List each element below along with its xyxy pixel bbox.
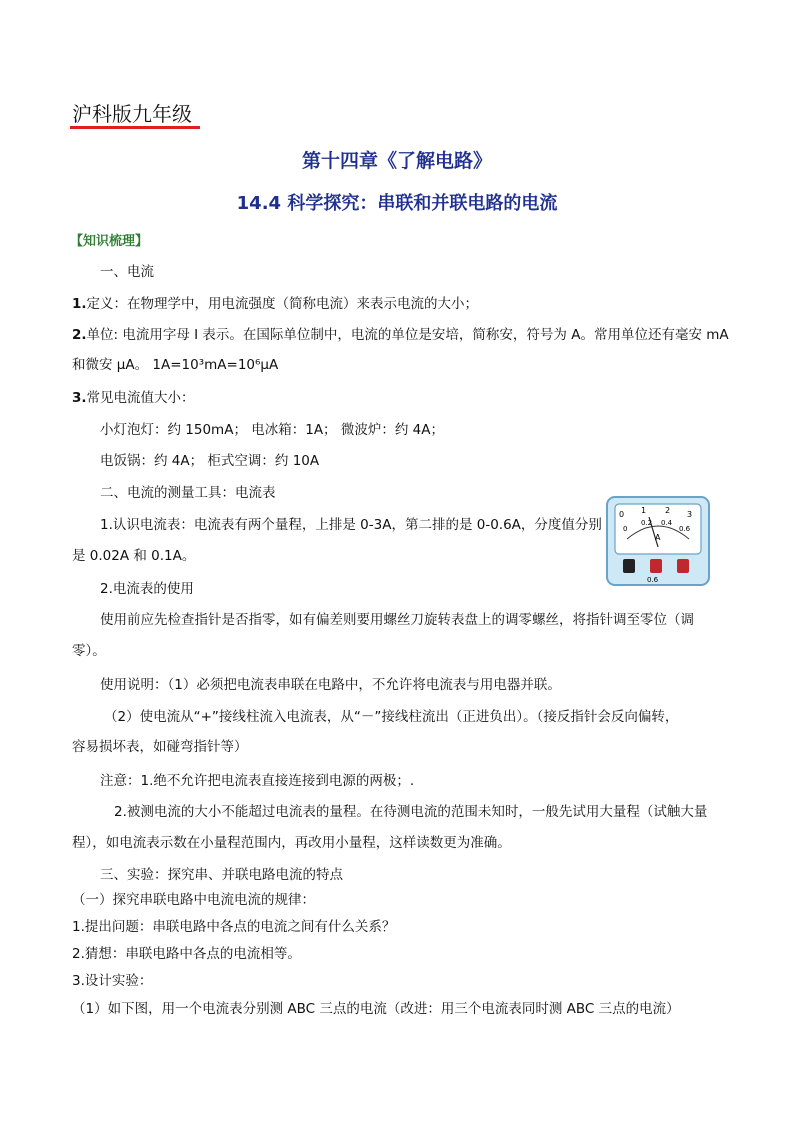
ammeter-range-line: 1.认识电流表：电流表有两个量程，上排是 0-3A，第二排的是 0-0.6A，分度值分别 xyxy=(100,517,602,533)
tick-bottom-3: 0.6 xyxy=(679,525,691,533)
caution-2-cont: 程），如电流表示数在小量程范围内，再改用小量程，这样读数更为准确。 xyxy=(72,835,511,851)
series-subheading: （一）探究串联电路中电流电流的规律： xyxy=(72,892,315,908)
tick-top-2: 2 xyxy=(665,506,671,515)
unit-conversion-line: 和微安 μA。 1A=10³mA=10⁶μA xyxy=(72,357,279,373)
tick-top-3: 3 xyxy=(687,510,693,519)
num-1: 1. xyxy=(72,296,87,312)
grade-label: 沪科版九年级 xyxy=(72,102,192,126)
definition-text: 定义：在物理学中，用电流强度（简称电流）来表示电流的大小； xyxy=(86,296,479,312)
zero-check-line-2: 零）。 xyxy=(72,643,106,659)
heading-current: 一、电流 xyxy=(100,264,154,280)
chapter-title: 第十四章《了解电路》 xyxy=(301,150,492,172)
common-values-text: 常见电流值大小： xyxy=(86,390,195,406)
num-3: 3. xyxy=(72,390,87,406)
num-2: 2. xyxy=(72,327,87,343)
usage-note-1: 使用说明：（1）必须把电流表串联在电路中，不允许将电流表与用电器并联。 xyxy=(100,677,561,693)
common-values-line xyxy=(72,388,195,408)
unit-text: 单位: 电流用字母 I 表示。在国际单位制中，电流的单位是安培，简称安，符号为 A。常用单位还有毫安 mA xyxy=(86,327,729,343)
terminal-mid xyxy=(650,559,662,573)
zero-check-line: 使用前应先检查指针是否指零，如有偏差则要用螺丝刀旋转表盘上的调零螺丝，将指针调至零位（调 xyxy=(100,612,694,628)
unit-line xyxy=(72,325,729,345)
definition-line xyxy=(72,294,478,314)
design-line: 3.设计实验： xyxy=(72,973,153,989)
values-row-1: 小灯泡灯：约 150mA； 电冰箱：1A； 微波炉：约 4A； xyxy=(100,422,444,438)
caution-2: 2.被测电流的大小不能超过电流表的量程。在待测电流的范围未知时，一般先试用大量程（试触大量 xyxy=(114,804,708,820)
terminal-positive xyxy=(677,559,689,573)
usage-note-2: （2）使电流从“+”接线柱流入电流表，从“－”接线柱流出（正进负出）。（接反指针会反向偏转， xyxy=(104,709,679,725)
hypothesis-line: 2.猜想：串联电路中各点的电流相等。 xyxy=(72,946,301,962)
section-title: 14.4 科学探究：串联和并联电路的电流 xyxy=(236,193,558,214)
tick-bottom-0: 0 xyxy=(623,525,628,533)
usage-note-2-cont: 容易损坏表，如碰弯指针等） xyxy=(72,739,248,755)
ammeter-range-line-2: 是 0.02A 和 0.1A。 xyxy=(72,548,196,564)
heading-experiment: 三、实验：探究串、并联电路电流的特点 xyxy=(100,867,343,883)
tick-bottom-1: 0.2 xyxy=(641,519,653,527)
knowledge-tag: 【知识梳理】 xyxy=(70,234,149,249)
heading-ammeter: 二、电流的测量工具：电流表 xyxy=(100,485,276,501)
tick-bottom-2: 0.4 xyxy=(661,519,673,527)
tick-top-1: 1 xyxy=(641,506,647,515)
caution-1: 注意：1.绝不允许把电流表直接连接到电源的两极；. xyxy=(100,773,415,789)
tick-top-0: 0 xyxy=(619,510,625,519)
terminal-negative xyxy=(623,559,635,573)
question-line: 1.提出问题：串联电路中各点的电流之间有什么关系？ xyxy=(72,919,396,935)
grade-underline xyxy=(70,126,200,129)
ammeter-illustration xyxy=(605,495,711,587)
unit-label: A xyxy=(655,533,661,542)
terminal-label: 0.6 xyxy=(647,576,659,584)
design-step-1: （1）如下图，用一个电流表分别测 ABC 三点的电流（改进：用三个电流表同时测 ABC 三点的电流） xyxy=(72,1001,680,1017)
ammeter-usage-heading: 2.电流表的使用 xyxy=(100,581,194,597)
values-row-2: 电饭锅：约 4A； 柜式空调：约 10A xyxy=(100,453,320,469)
